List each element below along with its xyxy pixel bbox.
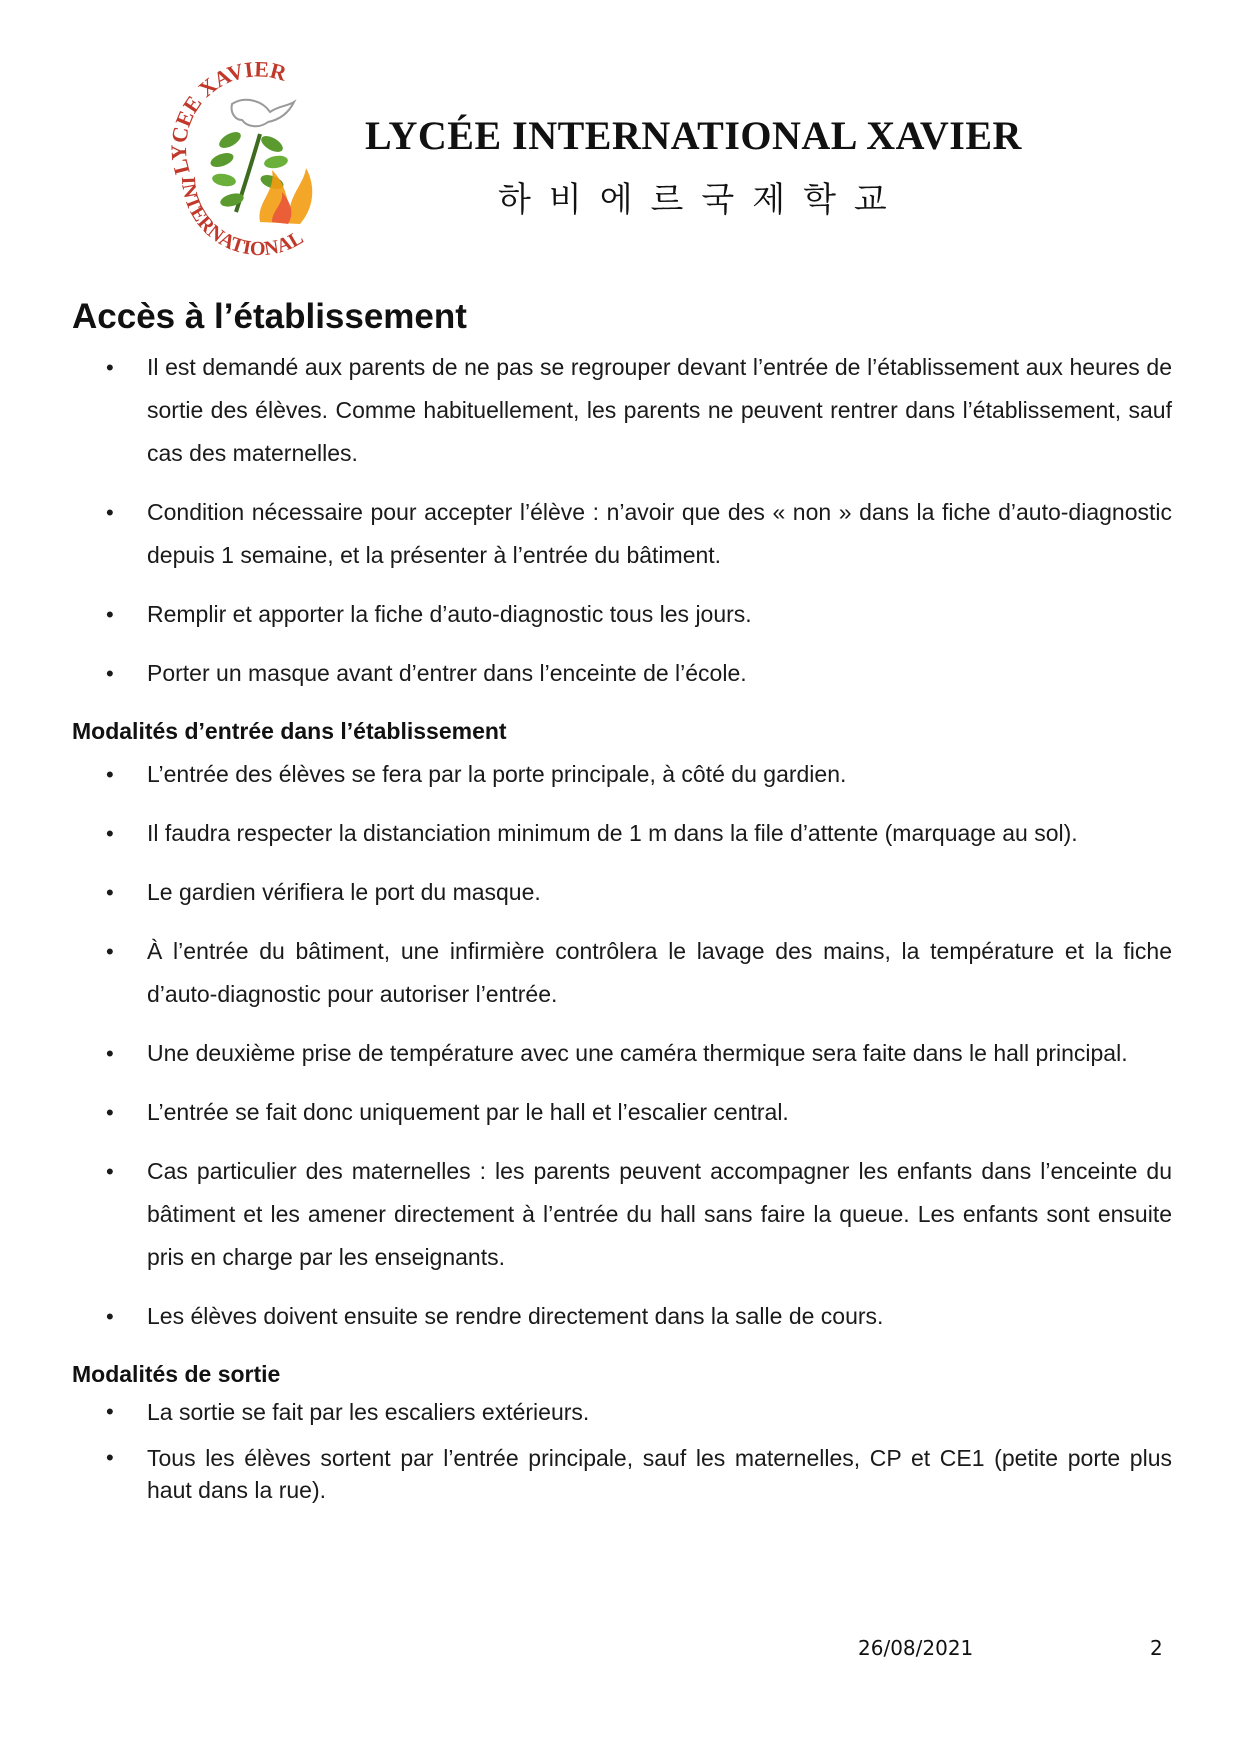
list-item: • Il faudra respecter la distanciation minimum de 1 m dans la file d’attente (marquage au sol). — [72, 812, 1172, 855]
footer-date: 26/08/2021 — [858, 1636, 974, 1660]
document-header — [160, 62, 1090, 262]
list-item: • Le gardien vérifiera le port du masque. — [72, 871, 1172, 914]
list-item: • Il est demandé aux parents de ne pas se regrouper devant l’entrée de l’établissement aux heures de sortie des élèves. Comme habituellement, les parents ne peuvent rentrer dans l’établissement, sauf cas des maternelles. — [72, 346, 1172, 475]
logo-arc-top-text: LYCEE XAVIER — [165, 62, 290, 178]
list-item: • Les élèves doivent ensuite se rendre directement dans la salle de cours. — [72, 1295, 1172, 1338]
list-item: • Cas particulier des maternelles : les parents peuvent accompagner les enfants dans l’enceinte du bâtiment et les amener directement à l’entrée du hall sans faire la queue. Les enfants sont ensuite pris en charge par les enseignants. — [72, 1150, 1172, 1279]
section-title-access: Accès à l’établissement — [72, 297, 467, 336]
school-name-korean: 하비에르국제학교 — [498, 180, 905, 220]
dove-icon — [232, 100, 294, 126]
logo-arc-bottom-text: INTERNATIONAL — [176, 176, 308, 261]
list-item: • Une deuxième prise de température avec une caméra thermique sera faite dans le hall principal. — [72, 1032, 1172, 1075]
list-item: • Remplir et apporter la fiche d’auto-diagnostic tous les jours. — [72, 593, 1172, 636]
section-title-entry: Modalités d’entrée dans l’établissement — [72, 718, 507, 744]
entry-list — [72, 753, 1172, 1338]
page-number: 2 — [1150, 1636, 1163, 1660]
list-item: • L’entrée des élèves se fera par la porte principale, à côté du gardien. — [72, 753, 1172, 796]
section-title-exit: Modalités de sortie — [72, 1360, 281, 1387]
exit-list — [72, 1396, 1172, 1506]
list-item: • Tous les élèves sortent par l’entrée principale, sauf les maternelles, CP et CE1 (petite porte plus haut dans la rue). — [72, 1442, 1172, 1506]
list-item: • L’entrée se fait donc uniquement par le hall et l’escalier central. — [72, 1091, 1172, 1134]
school-name: LYCÉE INTERNATIONAL XAVIER — [365, 113, 1022, 158]
list-item: • À l’entrée du bâtiment, une infirmière contrôlera le lavage des mains, la température et la fiche d’auto-diagnostic pour autoriser l’entrée. — [72, 930, 1172, 1016]
school-logo — [160, 62, 360, 262]
list-item: • La sortie se fait par les escaliers extérieurs. — [72, 1396, 1172, 1428]
access-list — [72, 346, 1172, 695]
list-item: • Porter un masque avant d’entrer dans l’enceinte de l’école. — [72, 652, 1172, 695]
document-body — [72, 296, 1172, 1520]
list-item: • Condition nécessaire pour accepter l’élève : n’avoir que des « non » dans la fiche d’auto-diagnostic depuis 1 semaine, et la présenter à l’entrée du bâtiment. — [72, 491, 1172, 577]
